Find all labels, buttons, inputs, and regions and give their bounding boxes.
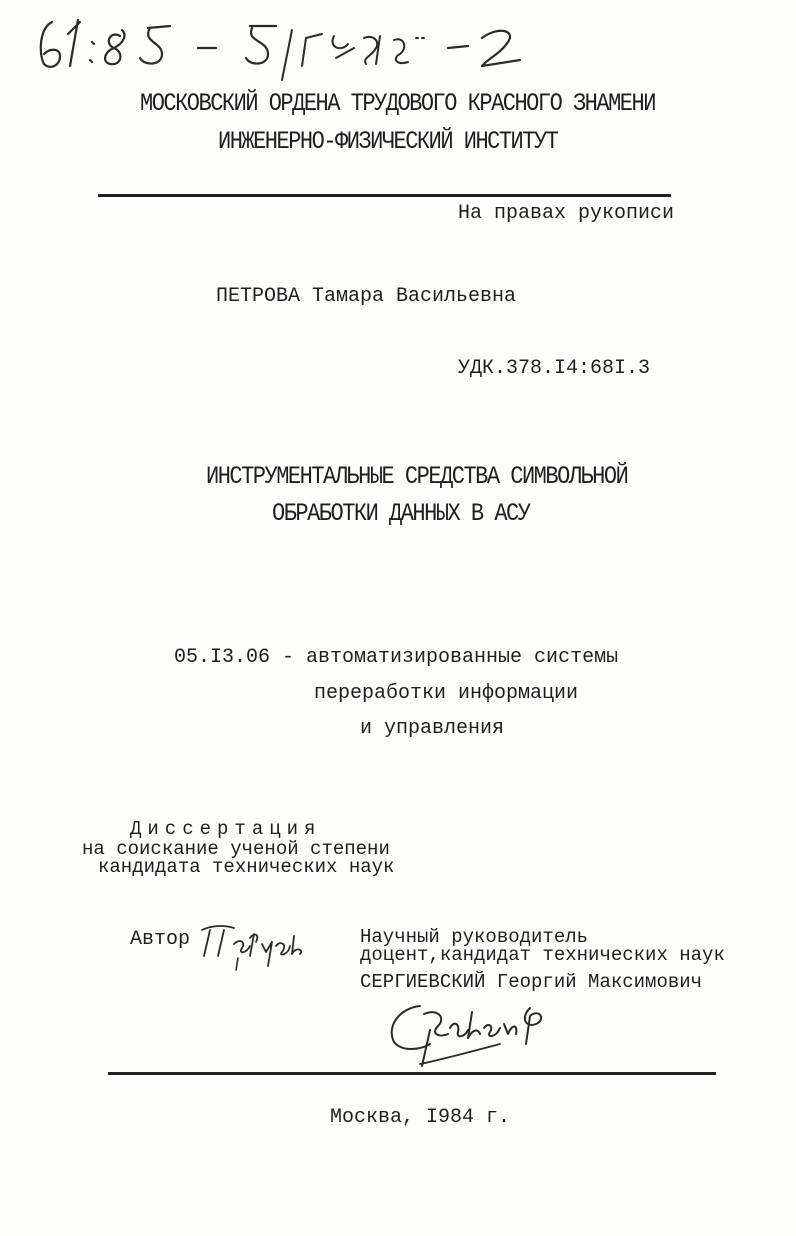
rights-note: На правах рукописи	[458, 202, 675, 225]
dissertation-heading: Диссертация	[130, 818, 322, 840]
specialty-line-2: переработки информации	[314, 682, 579, 705]
title-line-1: ИНСТРУМЕНТАЛЬНЫЕ СРЕДСТВА СИМВОЛЬНОЙ	[206, 462, 628, 491]
institution-line-2: ИНЖЕНЕРНО-ФИЗИЧЕСКИЙ ИНСТИТУТ	[218, 127, 558, 156]
top-divider	[98, 194, 671, 197]
author-signature	[196, 916, 314, 974]
institution-line-1: МОСКОВСКИЙ ОРДЕНА ТРУДОВОГО КРАСНОГО ЗНАМЕНИ	[140, 89, 655, 118]
dissertation-line-2: на соискание ученой степени	[82, 838, 390, 860]
archive-mark	[30, 8, 550, 88]
supervisor-signature	[380, 994, 560, 1072]
specialty-line-1: 05.I3.06 - автоматизированные системы	[174, 646, 619, 669]
author-name: ПЕТРОВА Тамара Васильевна	[216, 285, 517, 308]
supervisor-name: СЕРГИЕВСКИЙ Георгий Максимович	[360, 971, 703, 993]
title-line-2: ОБРАБОТКИ ДАННЫХ В АСУ	[272, 499, 530, 528]
udc-code: УДК.378.I4:68I.3	[458, 357, 651, 380]
bottom-divider	[108, 1072, 716, 1075]
supervisor-degree: доцент,кандидат технических наук	[360, 944, 725, 966]
supervisor-label: Научный руководитель	[360, 926, 589, 948]
author-label: Автор	[130, 928, 191, 951]
dissertation-line-3: кандидата технических наук	[98, 856, 395, 878]
specialty-line-3: и управления	[360, 717, 505, 740]
place-year: Москва, I984 г.	[330, 1106, 511, 1129]
